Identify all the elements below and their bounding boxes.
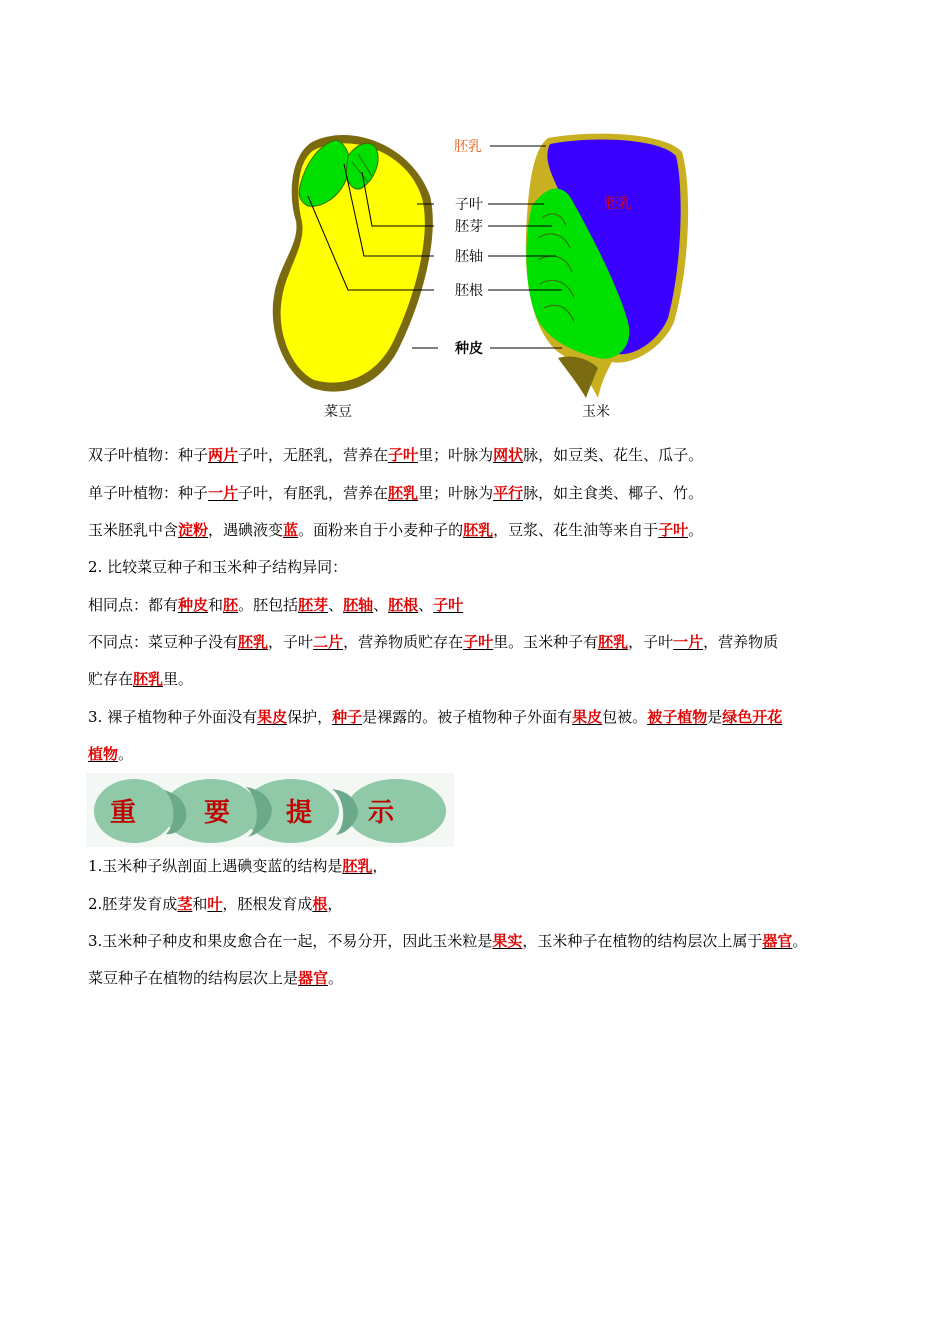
banner-char-2: 要 [204, 798, 231, 828]
answer: 器官 [298, 969, 329, 987]
answer: 被子植物 [647, 708, 708, 726]
label-radicle: 胚根 [455, 283, 483, 299]
line-gymnosperm: 3. 裸子植物种子外面没有果皮保护，种子是裸露的。被子植物种子外面有果皮包被。被子植物是绿色开花 [88, 708, 783, 726]
answer: 胚乳 [463, 521, 494, 539]
answer: 子叶 [433, 596, 464, 614]
answer: 根 [312, 895, 328, 913]
answer: 两片 [208, 446, 239, 464]
label-cotyledon: 子叶 [455, 197, 483, 213]
line-dicot: 双子叶植物：种子两片子叶，无胚乳，营养在子叶里；叶脉为网状脉，如豆类、花生、瓜子。 [88, 446, 704, 464]
answer: 果皮 [257, 708, 288, 726]
line-similarities: 相同点：都有种皮和胚。胚包括胚芽、胚轴、胚根、子叶 [88, 596, 464, 614]
label-seed-coat: 种皮 [455, 341, 483, 357]
answer: 叶 [207, 895, 223, 913]
line-compare-heading: 2. 比较菜豆种子和玉米种子结构异同： [88, 558, 348, 576]
answer: 胚 [223, 596, 239, 614]
answer: 胚乳 [598, 633, 629, 651]
answer: 植物 [88, 745, 119, 763]
answer: 胚乳 [342, 857, 373, 875]
label-hypocotyl: 胚轴 [455, 249, 483, 265]
answer: 蓝 [283, 521, 299, 539]
answer: 果皮 [572, 708, 603, 726]
answer: 果实 [492, 932, 523, 950]
answer: 一片 [208, 484, 239, 502]
line-differences: 不同点：菜豆种子没有胚乳，子叶二片，营养物质贮存在子叶里。玉米种子有胚乳，子叶一片，营养物质 [88, 633, 779, 651]
key-tips-graphic [86, 773, 454, 847]
banner-char-1: 重 [110, 798, 137, 828]
answer: 种子 [332, 708, 363, 726]
seed-structure-figure [262, 126, 702, 426]
tip-4: 菜豆种子在植物的结构层次上是器官。 [88, 969, 344, 987]
line-monocot: 单子叶植物：种子一片子叶，有胚乳，营养在胚乳里；叶脉为平行脉，如主食类、椰子、竹。 [88, 484, 704, 502]
answer: 网状 [493, 446, 524, 464]
answer: 一片 [673, 633, 704, 651]
line-corn-endosperm: 玉米胚乳中含淀粉，遇碘液变蓝。面粉来自于小麦种子的胚乳，豆浆、花生油等来自于子叶。 [88, 521, 704, 539]
line-differences-cont: 贮存在胚乳里。 [88, 670, 194, 688]
answer: 子叶 [388, 446, 419, 464]
seed-diagram [262, 126, 702, 426]
answer: 胚芽 [298, 596, 329, 614]
answer: 胚乳 [388, 484, 419, 502]
answer: 胚乳 [238, 633, 269, 651]
tip-3: 3.玉米种子种皮和果皮愈合在一起，不易分开，因此玉米粒是果实，玉米种子在植物的结构层次上属于器官。 [88, 932, 808, 950]
answer: 子叶 [463, 633, 494, 651]
label-plumule: 胚芽 [455, 219, 483, 235]
answer: 种皮 [178, 596, 209, 614]
tip-1: 1.玉米种子纵剖面上遇碘变蓝的结构是胚乳， [88, 857, 388, 875]
answer: 二片 [313, 633, 344, 651]
label-corn: 玉米 [582, 404, 610, 420]
key-tips-banner [86, 773, 454, 847]
label-bean: 菜豆 [324, 404, 352, 420]
banner-char-3: 提 [286, 798, 313, 828]
answer: 胚根 [388, 596, 419, 614]
answer: 胚乳 [133, 670, 164, 688]
answer: 平行 [493, 484, 524, 502]
answer: 淀粉 [178, 521, 209, 539]
answer: 子叶 [658, 521, 689, 539]
answer: 器官 [762, 932, 793, 950]
label-endosperm-inner: 胚乳 [604, 196, 632, 212]
banner-char-4: 示 [368, 798, 395, 828]
answer: 茎 [177, 895, 193, 913]
tip-2: 2.胚芽发育成茎和叶，胚根发育成根， [88, 895, 343, 913]
label-endosperm: 胚乳 [454, 139, 482, 155]
line-gymnosperm-cont: 植物。 [88, 745, 134, 763]
answer: 胚轴 [343, 596, 374, 614]
answer: 绿色开花 [722, 708, 783, 726]
